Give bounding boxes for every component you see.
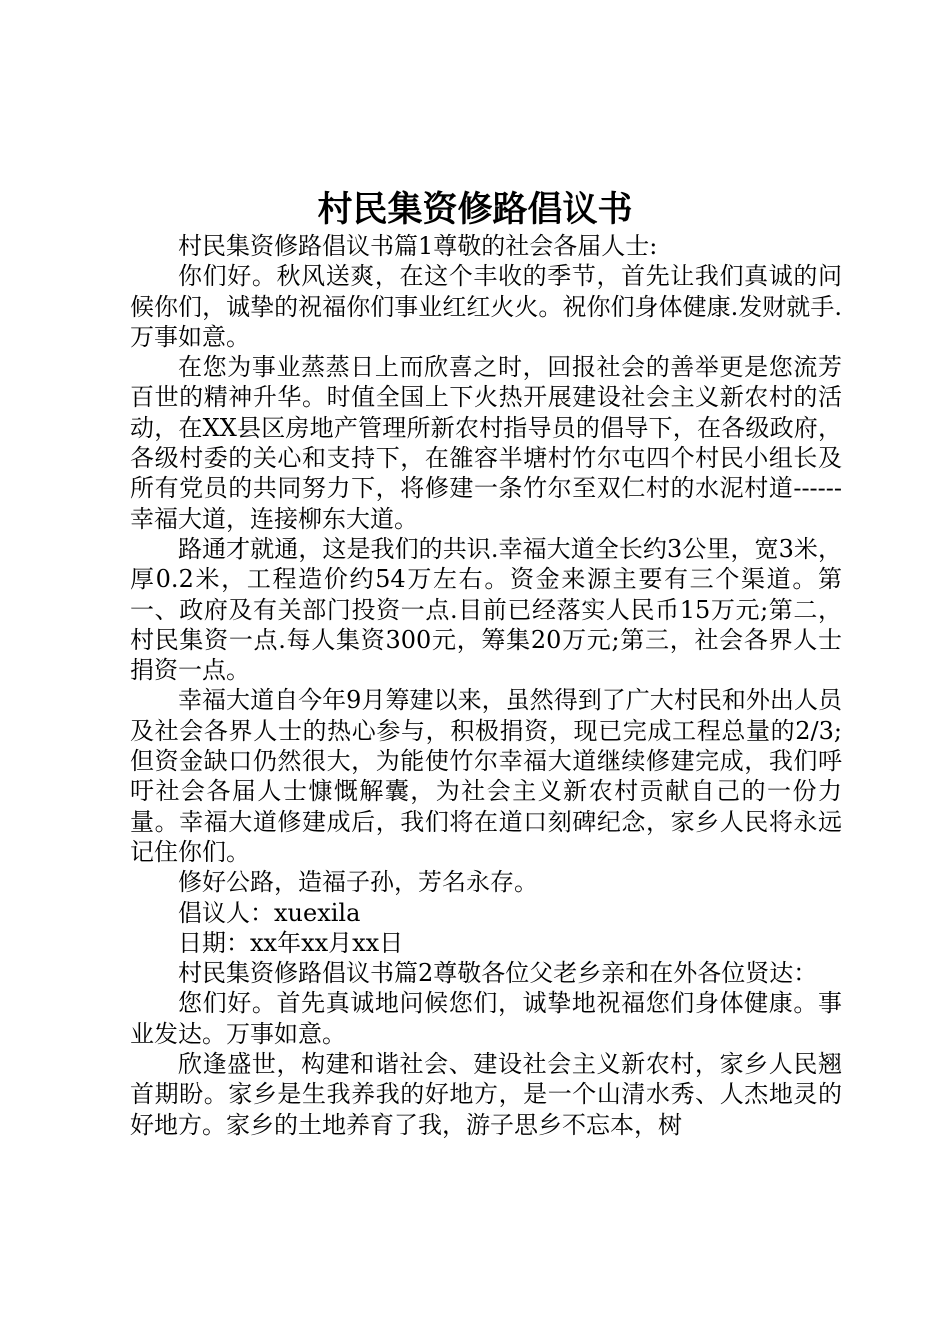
paragraph-salutation-1: 村民集资修路倡议书篇1尊敬的社会各届人士:	[178, 232, 658, 260]
paragraph-greeting-1: 你们好。秋风送爽，在这个丰收的季节，首先让我们真诚的问候你们，诚挚的祝福你们事业红红火火。祝你们身体健康.发财就手.万事如意。	[130, 262, 842, 351]
paragraph-appeal: 幸福大道自今年9月筹建以来，虽然得到了广大村民和外出人员及社会各界人士的热心参与，积极捐资，现已完成工程总量的2/3;但资金缺口仍然很大，为能使竹尔幸福大道继续修建完成，我们呼吁社会各届人士慷慨解囊，为社会主义新农村贡献自己的一份力量。幸福大道修建成后，我们将在道口刻碑纪念，家乡人民将永远记住你们。	[130, 686, 842, 866]
document-body	[130, 231, 842, 1140]
paragraph-background: 在您为事业蒸蒸日上而欣喜之时，回报社会的善举更是您流芳百世的精神升华。时值全国上下火热开展建设社会主义新农村的活动，在XX县区房地产管理所新农村指导员的倡导下，在各级政府，各级村委的关心和支持下，在雒容半塘村竹尔屯四个村民小组长及所有党员的共同努力下，将修建一条竹尔至双仁村的水泥村道------幸福大道，连接柳东大道。	[130, 353, 842, 533]
paragraph-slogan: 修好公路，造福子孙，芳名永存。	[178, 868, 538, 897]
paragraph-greeting-2: 您们好。首先真诚地问候您们，诚挚地祝福您们身体健康。事业发达。万事如意。	[130, 989, 842, 1048]
paragraph-signatory: 倡议人：xuexila	[178, 898, 361, 927]
document-title: 村民集资修路倡议书	[317, 189, 633, 230]
paragraph-funding: 路通才就通，这是我们的共识.幸福大道全长约3公里，宽3米，厚0.2米，工程造价约54万左右。资金来源主要有三个渠道。第一、政府及有关部门投资一点.目前已经落实人民币15万元;第二，村民集资一点.每人集资300元，筹集20万元;第三，社会各界人士捐资一点。	[130, 534, 842, 685]
paragraph-salutation-2: 村民集资修路倡议书篇2尊敬各位父老乡亲和在外各位贤达：	[178, 959, 818, 988]
paragraph-date: 日期：xx年xx月xx日	[178, 928, 404, 957]
paragraph-hometown: 欣逢盛世，构建和谐社会、建设社会主义新农村，家乡人民翘首期盼。家乡是生我养我的好地方，是一个山清水秀、人杰地灵的好地方。家乡的土地养育了我，游子思乡不忘本，树	[130, 1050, 842, 1139]
